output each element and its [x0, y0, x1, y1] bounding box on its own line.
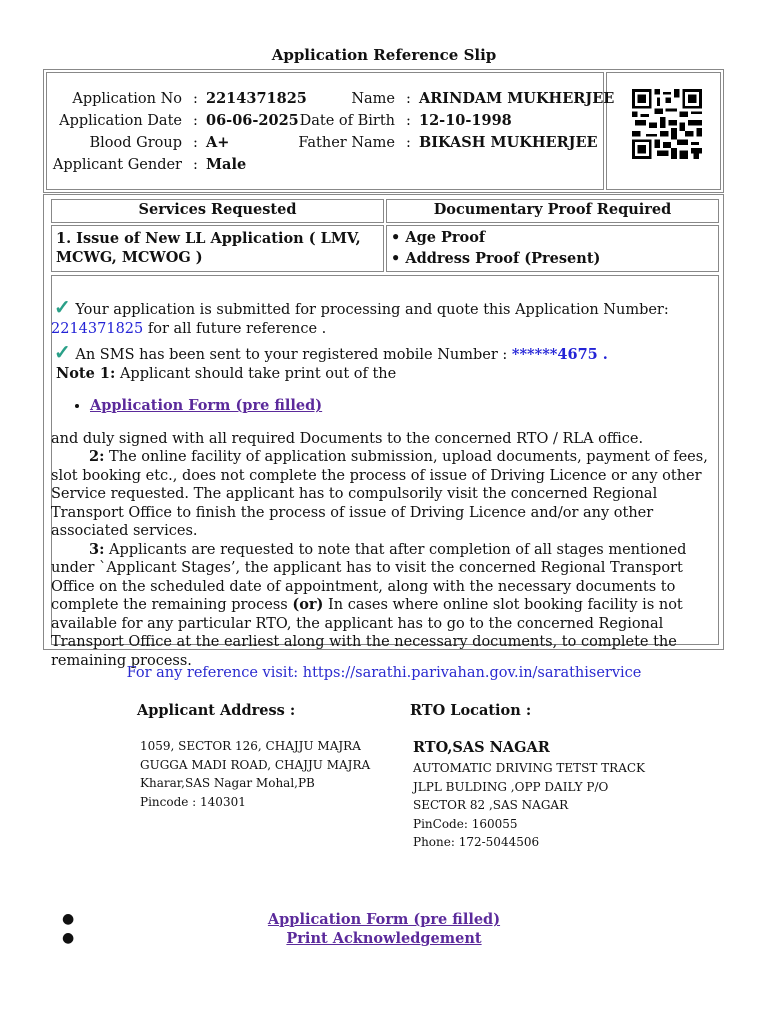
service-line: MCWG, MCWOG ) — [56, 249, 203, 266]
application-form-link[interactable]: Application Form (pre filled) — [90, 397, 323, 414]
address-line: 1059, SECTOR 126, CHAJJU MAJRA — [140, 739, 361, 753]
proof-item: • Age Proof — [391, 229, 486, 246]
submitted-suffix: for all future reference . — [143, 320, 327, 337]
note3-text-b: In cases where online slot booking facility is not available for any particular RTO, the applicant has to go to the concerned Regional Transport Office at the earliest along with the necessary documents, to complete the remaining process. — [51, 597, 683, 669]
proof-item: • Address Proof (Present) — [391, 250, 601, 267]
check-icon: ✓ — [54, 295, 71, 319]
rto-line: Phone: 172-5044506 — [413, 835, 540, 849]
sms-dot: . — [597, 346, 608, 363]
note2-text: The online facility of application submission, upload documents, payment of fees, slot booking etc., does not complete the process of issue of Driving Licence or any other Service requested. The applicant has to compulsorily visit the concerned Regional Transport Office to finish the process of issue of Driving Licence and/or any other associated services. — [51, 449, 708, 539]
note3-text: Applicants are requested to note that after completion of all stages mentioned under `Applicant Stages’, the applicant has to visit the concerned Regional Transport Office on the scheduled date of appointment, along with the necessary documents to complete the remaining process — [51, 541, 687, 613]
father-label: Father Name — [298, 135, 395, 151]
bullet-icon: ● — [62, 911, 75, 927]
separator: : — [193, 113, 198, 129]
note2-label: 2: — [89, 448, 105, 465]
bullet-icon: ● — [62, 930, 75, 946]
application-no-value: 2214371825 — [206, 90, 307, 107]
rto-name: RTO,SAS NAGAR — [413, 739, 550, 756]
note1-label: Note 1: — [56, 364, 116, 382]
separator: : — [193, 135, 198, 151]
page-title: Application Reference Slip — [271, 46, 497, 64]
address-line: Kharar,SAS Nagar Mohal,PB — [140, 776, 315, 790]
separator: : — [406, 113, 411, 129]
blood-group-value: A+ — [206, 134, 230, 151]
rto-line: PinCode: 160055 — [413, 816, 518, 831]
father-value: BIKASH MUKHERJEE — [419, 134, 598, 151]
rto-address — [413, 759, 645, 852]
note3-label: 3: — [89, 540, 105, 558]
submitted-text: Your application is submitted for processing and quote this Application Number: — [75, 302, 669, 318]
note1-after: and duly signed with all required Documents to the concerned RTO / RLA office. — [51, 430, 644, 447]
separator: : — [406, 91, 411, 107]
reference-url[interactable]: For any reference visit: https://sarathi.parivahan.gov.in/sarathiservice — [126, 665, 642, 681]
check-icon: ✓ — [54, 340, 71, 364]
gender-value: Male — [206, 156, 247, 173]
address-line: Pincode : 140301 — [140, 794, 246, 809]
application-no-label: Application No — [72, 91, 182, 107]
rto-line: SECTOR 82 ,SAS NAGAR — [413, 798, 569, 812]
service-cell — [51, 225, 384, 272]
blood-group-label: Blood Group — [89, 135, 182, 151]
address-line: GUGGA MADI ROAD, CHAJJU MAJRA — [140, 757, 371, 772]
dob-value: 12-10-1998 — [419, 112, 512, 129]
note1-text: Applicant should take print out of the — [115, 365, 397, 382]
print-acknowledgement-link[interactable]: Print Acknowledgement — [286, 930, 482, 947]
dob-label: Date of Birth — [299, 113, 395, 129]
separator: : — [193, 157, 198, 173]
qr-code-box — [606, 72, 721, 190]
messages — [51, 295, 717, 670]
proof-cell — [386, 225, 719, 272]
rto-line: JLPL BULDING ,OPP DAILY P/O — [413, 779, 609, 794]
rto-heading: RTO Location : — [410, 702, 532, 719]
separator: : — [193, 91, 198, 107]
name-value: ARINDAM MUKHERJEE — [419, 90, 615, 107]
separator: : — [406, 135, 411, 151]
note3-or: (or) — [292, 596, 324, 613]
sms-text: An SMS has been sent to your registered mobile Number : — [75, 347, 512, 363]
qr-code-icon — [632, 89, 702, 159]
address-heading: Applicant Address : — [137, 702, 296, 719]
gender-label: Applicant Gender — [52, 157, 182, 173]
bottom-application-form-link[interactable]: Application Form (pre filled) — [267, 911, 501, 928]
service-line: 1. Issue of New LL Application ( LMV, — [56, 230, 361, 247]
mobile-number: ******4675 — [511, 346, 598, 363]
application-date-label: Application Date — [59, 113, 182, 129]
application-date-value: 06-06-2025 — [206, 112, 299, 129]
proof-header: Documentary Proof Required — [386, 199, 719, 223]
rto-line: AUTOMATIC DRIVING TETST TRACK — [413, 761, 646, 775]
name-label: Name — [351, 91, 395, 107]
application-number: 2214371825 — [51, 320, 144, 337]
applicant-address — [140, 737, 370, 811]
services-header: Services Requested — [51, 199, 384, 223]
